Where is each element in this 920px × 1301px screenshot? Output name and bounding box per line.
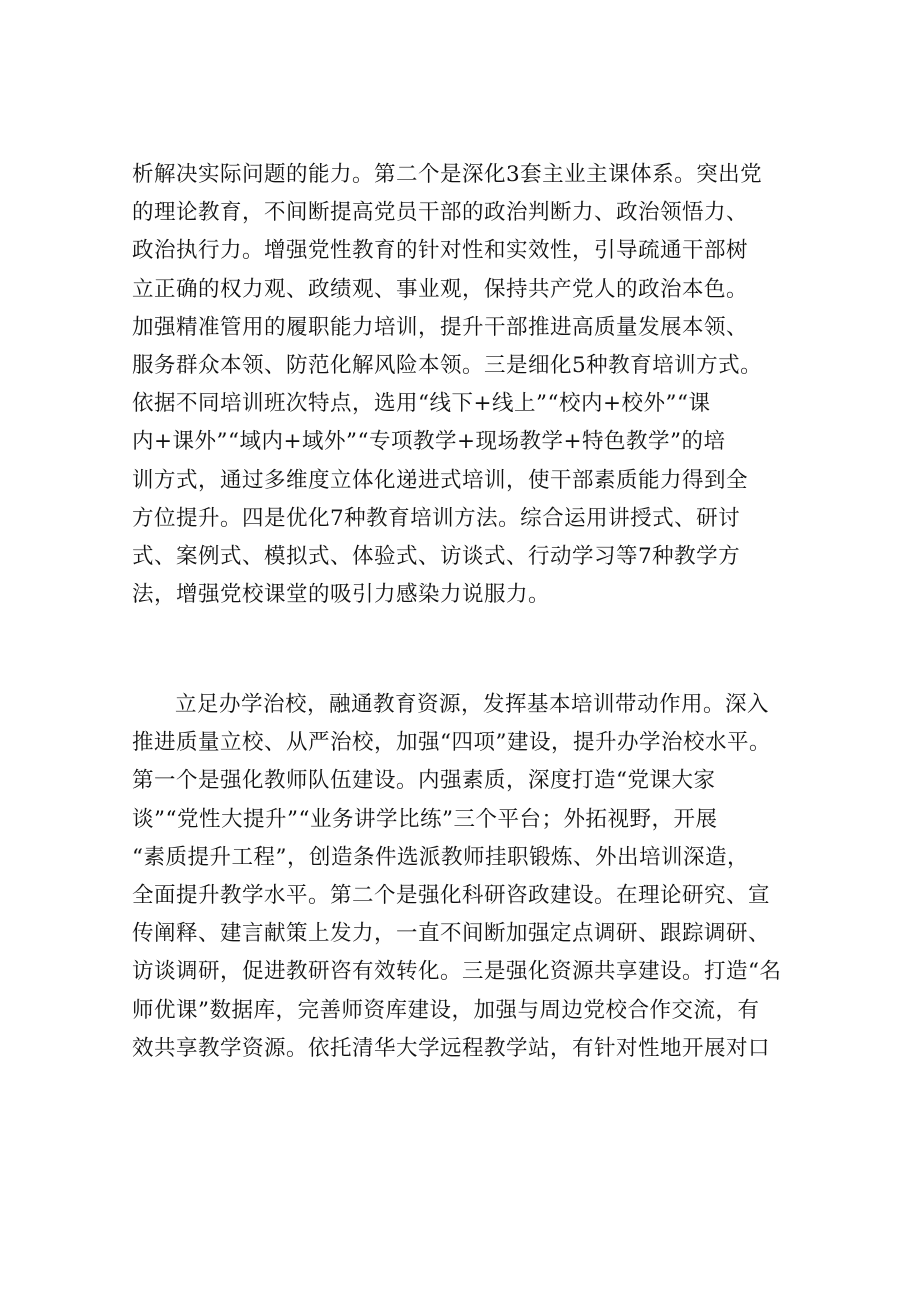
text-line: 加强精准管用的履职能力培训，提升干部推进高质量发展本领、 <box>132 314 749 340</box>
text-line: 的理论教育，不间断提高党员干部的政治判断力、政治领悟力、 <box>132 200 749 226</box>
text-line: 式、案例式、模拟式、体验式、访谈式、行动学习等7种教学方 <box>132 543 741 569</box>
text-line: 效共享教学资源。依托清华大学远程教学站，有针对性地开展对口 <box>132 1035 771 1061</box>
paragraph-2 <box>132 686 797 1068</box>
text-line: 全面提升教学水平。第二个是强化科研咨政建设。在理论研究、宣 <box>132 882 771 908</box>
text-line: 内+课外”“域内+域外”“专项教学+现场教学+特色教学”的培 <box>132 429 726 455</box>
text-line: 依据不同培训班次特点，选用“线下+线上”“校内+校外”“课 <box>132 391 711 417</box>
text-line: 服务群众本领、防范化解风险本领。三是细化5种教育培训方式。 <box>132 352 763 378</box>
text-line: “素质提升工程”，创造条件选派教师挂职锻炼、外出培训深造， <box>132 844 749 870</box>
text-line: 方位提升。四是优化7种教育培训方法。综合运用讲授式、研讨 <box>132 505 741 531</box>
text-line: 师优课”数据库，完善师资库建设，加强与周边党校合作交流，有 <box>132 997 760 1023</box>
text-line: 访谈调研，促进教研咨有效转化。三是强化资源共享建设。打造“名 <box>132 959 782 985</box>
text-line: 析解决实际问题的能力。第二个是深化3套主业主课体系。突出党 <box>132 162 763 187</box>
text-line: 谈”“党性大提升”“业务讲学比练”三个平台；外拓视野，开展 <box>132 806 718 832</box>
text-line: 训方式，通过多维度立体化递进式培训，使干部素质能力得到全 <box>132 467 749 493</box>
paragraph-1 <box>132 156 797 614</box>
text-line: 第一个是强化教师队伍建设。内强素质，深度打造“党课大家 <box>132 768 716 794</box>
text-line: 政治执行力。增强党性教育的针对性和实效性，引导疏通干部树 <box>132 238 749 264</box>
text-line: 推进质量立校、从严治校，加强“四项”建设，提升办学治校水平。 <box>132 730 771 756</box>
text-line: 传阐释、建言献策上发力，一直不间断加强定点调研、跟踪调研、 <box>132 921 771 947</box>
text-line: 立足办学治校，融通教育资源，发挥基本培训带动作用。深入 <box>175 692 770 717</box>
text-line: 立正确的权力观、政绩观、事业观，保持共产党人的政治本色。 <box>132 276 749 302</box>
text-line: 法，增强党校课堂的吸引力感染力说服力。 <box>132 582 551 608</box>
